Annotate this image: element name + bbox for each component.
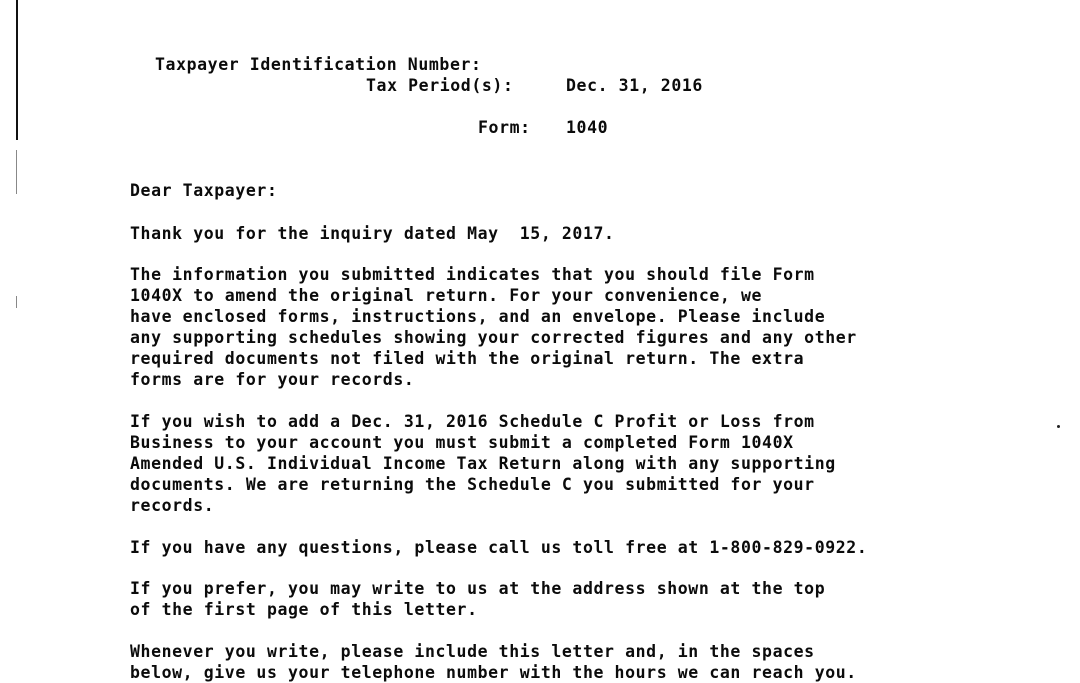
letter-line: of the first page of this letter. — [130, 600, 478, 619]
letter-line: forms are for your records. — [130, 370, 415, 389]
left-margin-line — [16, 0, 18, 140]
letter-line: any supporting schedules showing your corrected figures and any other — [130, 328, 857, 347]
scan-speck — [1057, 425, 1060, 428]
letter-line: Business to your account you must submit a completed Form 1040X — [130, 433, 794, 452]
tax-period-value: Dec. 31, 2016 — [566, 76, 703, 95]
letter-line: The information you submitted indicates that you should file Form — [130, 265, 815, 284]
letter-line: below, give us your telephone number with the hours we can reach you. — [130, 663, 857, 682]
letter-line: have enclosed forms, instructions, and an envelope. Please include — [130, 307, 826, 326]
letter-line: If you prefer, you may write to us at the address shown at the top — [130, 579, 826, 598]
form-label: Form: — [478, 118, 531, 137]
letter-line: required documents not filed with the original return. The extra — [130, 349, 805, 368]
tax-period-label: Tax Period(s): — [366, 76, 514, 95]
letter-line: 1040X to amend the original return. For your convenience, we — [130, 286, 763, 305]
letter-line: Amended U.S. Individual Income Tax Return along with any supporting — [130, 454, 836, 473]
letter-line: Whenever you write, please include this letter and, in the spaces — [130, 642, 815, 661]
margin-mark — [16, 296, 17, 308]
letter-line: If you wish to add a Dec. 31, 2016 Schedule C Profit or Loss from — [130, 412, 815, 431]
letter-line: Thank you for the inquiry dated May 15, 2017. — [130, 224, 615, 243]
letter-line: documents. We are returning the Schedule C you submitted for your — [130, 475, 815, 494]
margin-mark — [16, 150, 17, 194]
form-value: 1040 — [566, 118, 609, 137]
letter-line: records. — [130, 496, 215, 515]
tin-label: Taxpayer Identification Number: — [155, 55, 482, 74]
letter-line: If you have any questions, please call us toll free at 1-800-829-0922. — [130, 538, 868, 557]
salutation: Dear Taxpayer: — [130, 181, 278, 200]
